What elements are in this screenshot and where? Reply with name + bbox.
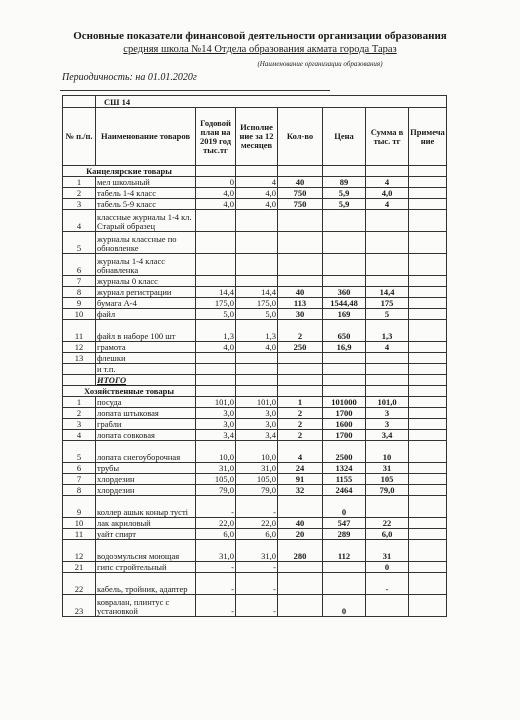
- table-cell: 1324: [323, 463, 366, 474]
- table-cell: табель 1-4 класс: [96, 188, 196, 199]
- table-cell: -: [236, 573, 278, 595]
- table-cell: 0: [196, 177, 236, 188]
- table-cell: 3,0: [196, 408, 236, 419]
- table-cell: 1: [278, 397, 323, 408]
- finance-table: [62, 95, 447, 617]
- table-cell: 16,9: [323, 342, 366, 353]
- table-cell: -: [366, 573, 409, 595]
- table-cell: [409, 342, 447, 353]
- table-cell: коллер ашык коныр тусті: [96, 496, 196, 518]
- table-cell: 3,0: [236, 419, 278, 430]
- table-row: [63, 419, 447, 430]
- table-cell: [409, 463, 447, 474]
- table-cell: 5: [366, 309, 409, 320]
- table-cell: [409, 276, 447, 287]
- table-cell: 547: [323, 518, 366, 529]
- table-cell: лопата штыковая: [96, 408, 196, 419]
- table-cell: 169: [323, 309, 366, 320]
- table-cell: 30: [278, 309, 323, 320]
- table-cell: 4: [366, 177, 409, 188]
- table-cell: 13: [63, 353, 96, 364]
- table-cell: [409, 529, 447, 540]
- table-cell: [323, 562, 366, 573]
- table-cell: 10: [63, 518, 96, 529]
- table-cell: 31: [366, 540, 409, 562]
- table-row: [63, 397, 447, 408]
- table-cell: файл в наборе 100 шт: [96, 320, 196, 342]
- table-cell: 175,0: [196, 298, 236, 309]
- table-cell: 289: [323, 529, 366, 540]
- table-cell: 101000: [323, 397, 366, 408]
- table-cell: хлордезин: [96, 474, 196, 485]
- table-cell: [366, 353, 409, 364]
- table-cell: 3,0: [196, 419, 236, 430]
- table-cell: 11: [63, 320, 96, 342]
- table-cell: [366, 254, 409, 276]
- table-cell: 23: [63, 595, 96, 617]
- table-cell: 3: [63, 199, 96, 210]
- table-cell: 250: [278, 342, 323, 353]
- table-cell: 9: [63, 298, 96, 309]
- table-cell: -: [236, 496, 278, 518]
- table-cell: 4,0: [236, 188, 278, 199]
- table-cell: 89: [323, 177, 366, 188]
- table-cell: [409, 441, 447, 463]
- table-cell: [196, 364, 236, 375]
- table-cell: 175,0: [236, 298, 278, 309]
- table-cell: [196, 232, 236, 254]
- table-cell: 1700: [323, 430, 366, 441]
- table-row: [63, 540, 447, 562]
- table-cell: журналы 0 класс: [96, 276, 196, 287]
- total-row: [63, 375, 447, 386]
- table-cell: 0: [366, 562, 409, 573]
- table-cell: [409, 232, 447, 254]
- table-cell: [409, 518, 447, 529]
- table-cell: 11: [63, 529, 96, 540]
- table-cell: классные журналы 1-4 кл. Старый образец: [96, 210, 196, 232]
- table-cell: [409, 540, 447, 562]
- section-title: Хозяйственные товары: [63, 386, 196, 397]
- table-row: [63, 188, 447, 199]
- table-cell: 2: [278, 408, 323, 419]
- table-cell: 31,0: [236, 463, 278, 474]
- table-cell: [366, 595, 409, 617]
- table-row: [63, 342, 447, 353]
- table-cell: гипс стройтельный: [96, 562, 196, 573]
- table-cell: 22: [366, 518, 409, 529]
- table-cell: 750: [278, 199, 323, 210]
- table-cell: 750: [278, 188, 323, 199]
- section-row: [63, 166, 447, 177]
- table-cell: мел школьный: [96, 177, 196, 188]
- table-cell: 4,0: [236, 342, 278, 353]
- table-cell: лопата совковая: [96, 430, 196, 441]
- table-cell: 14,4: [196, 287, 236, 298]
- table-cell: флешки: [96, 353, 196, 364]
- table-cell: 101,0: [236, 397, 278, 408]
- table-cell: 6,0: [366, 529, 409, 540]
- table-row: [63, 232, 447, 254]
- table-cell: [409, 485, 447, 496]
- col-price: Цена: [323, 108, 366, 166]
- table-cell: 1,3: [366, 320, 409, 342]
- table-row: [63, 254, 447, 276]
- table-cell: 105,0: [236, 474, 278, 485]
- table-cell: [323, 364, 366, 375]
- table-cell: 1,3: [236, 320, 278, 342]
- table-cell: 7: [63, 276, 96, 287]
- table-cell: 4,0: [196, 199, 236, 210]
- table-cell: 8: [63, 287, 96, 298]
- table-cell: 4: [236, 177, 278, 188]
- table-cell: 1: [63, 177, 96, 188]
- table-cell: 40: [278, 287, 323, 298]
- table-cell: 21: [63, 562, 96, 573]
- table-cell: [196, 210, 236, 232]
- table-cell: [236, 276, 278, 287]
- table-cell: 112: [323, 540, 366, 562]
- table-cell: 79,0: [236, 485, 278, 496]
- table-cell: 5,9: [323, 199, 366, 210]
- table-cell: [409, 364, 447, 375]
- table-cell: [278, 210, 323, 232]
- table-cell: водоэмульсия моющая: [96, 540, 196, 562]
- table-row: [63, 276, 447, 287]
- table-cell: 7: [63, 474, 96, 485]
- table-cell: 6,0: [236, 529, 278, 540]
- table-row: [63, 309, 447, 320]
- table-cell: [409, 353, 447, 364]
- table-cell: [236, 210, 278, 232]
- table-cell: и т.п.: [96, 364, 196, 375]
- table-cell: 3,4: [366, 430, 409, 441]
- table-cell: 6,0: [196, 529, 236, 540]
- table-row: [63, 496, 447, 518]
- table-cell: -: [196, 496, 236, 518]
- table-cell: [236, 232, 278, 254]
- table-cell: [236, 353, 278, 364]
- table-cell: уайт спирт: [96, 529, 196, 540]
- table-cell: ковралан, плинтус с установкой: [96, 595, 196, 617]
- table-cell: 12: [63, 342, 96, 353]
- table-cell: 31: [366, 463, 409, 474]
- table-cell: [278, 254, 323, 276]
- table-row: [63, 320, 447, 342]
- table-cell: [196, 353, 236, 364]
- table-cell: 0: [323, 496, 366, 518]
- table-cell: 4,0: [366, 188, 409, 199]
- table-cell: 5: [63, 441, 96, 463]
- table-cell: 3: [366, 419, 409, 430]
- table-cell: [196, 254, 236, 276]
- table-row: [63, 408, 447, 419]
- period-label: Периодичность:: [62, 72, 133, 83]
- table-body: [63, 96, 447, 617]
- table-cell: [409, 177, 447, 188]
- empty-cell: [63, 375, 96, 386]
- table-cell: 40: [278, 518, 323, 529]
- table-cell: 4,0: [196, 188, 236, 199]
- table-cell: 2: [63, 408, 96, 419]
- table-cell: 10,0: [196, 441, 236, 463]
- table-cell: [323, 210, 366, 232]
- table-cell: [278, 562, 323, 573]
- total-label: ИТОГО: [96, 375, 196, 386]
- table-row: [63, 364, 447, 375]
- table-cell: [366, 276, 409, 287]
- table-cell: [409, 419, 447, 430]
- table-cell: 3: [366, 408, 409, 419]
- table-cell: 5,0: [236, 309, 278, 320]
- table-cell: [278, 595, 323, 617]
- table-cell: лопата снегоуборочная: [96, 441, 196, 463]
- table-row: [63, 177, 447, 188]
- table-cell: 4,0: [236, 199, 278, 210]
- table-cell: файл: [96, 309, 196, 320]
- table-cell: 12: [63, 540, 96, 562]
- table-cell: [366, 364, 409, 375]
- table-cell: [409, 430, 447, 441]
- empty-cell: [63, 96, 96, 108]
- table-cell: 14,4: [236, 287, 278, 298]
- table-cell: журналы 1-4 класс обнавленка: [96, 254, 196, 276]
- table-cell: 4: [63, 210, 96, 232]
- table-cell: [409, 474, 447, 485]
- table-cell: журналы классные по обновленке: [96, 232, 196, 254]
- table-cell: [409, 199, 447, 210]
- table-cell: 2: [278, 320, 323, 342]
- table-cell: 105: [366, 474, 409, 485]
- table-cell: 6: [63, 463, 96, 474]
- col-name: Наименование товаров: [96, 108, 196, 166]
- table-cell: [323, 353, 366, 364]
- table-row: [63, 463, 447, 474]
- table-cell: [409, 595, 447, 617]
- table-row: [63, 199, 447, 210]
- organization-name: [0, 44, 520, 55]
- table-cell: [409, 320, 447, 342]
- table-cell: посуда: [96, 397, 196, 408]
- section-row: [63, 386, 447, 397]
- table-cell: [409, 496, 447, 518]
- section-title: Канцелярские товары: [63, 166, 196, 177]
- table-cell: [196, 276, 236, 287]
- table-cell: табель 5-9 класс: [96, 199, 196, 210]
- table-cell: 4: [366, 199, 409, 210]
- table-cell: 101,0: [196, 397, 236, 408]
- col-plan: Годовой план на 2019 год тыс.тг: [196, 108, 236, 166]
- table-cell: 3,4: [236, 430, 278, 441]
- table-cell: [278, 364, 323, 375]
- table-cell: 6: [63, 254, 96, 276]
- table-cell: 5,0: [196, 309, 236, 320]
- table-cell: [278, 276, 323, 287]
- table-cell: [409, 287, 447, 298]
- table-cell: 360: [323, 287, 366, 298]
- table-cell: хлордезин: [96, 485, 196, 496]
- table-cell: [409, 254, 447, 276]
- table-row: [63, 298, 447, 309]
- table-cell: 10: [63, 309, 96, 320]
- col-execution: Исполне ние за 12 месяцев: [236, 108, 278, 166]
- table-cell: 4: [63, 430, 96, 441]
- table-cell: [366, 210, 409, 232]
- table-cell: грабли: [96, 419, 196, 430]
- col-qty: Кол-во: [278, 108, 323, 166]
- table-cell: 31,0: [196, 540, 236, 562]
- table-row: [63, 529, 447, 540]
- table-cell: [278, 573, 323, 595]
- table-cell: 2: [278, 419, 323, 430]
- col-note: Примеча ние: [409, 108, 447, 166]
- header-row: [63, 108, 447, 166]
- table-cell: 113: [278, 298, 323, 309]
- table-cell: 79,0: [366, 485, 409, 496]
- table-cell: 24: [278, 463, 323, 474]
- table-cell: 3: [63, 419, 96, 430]
- school-row: [63, 96, 447, 108]
- table-row: [63, 518, 447, 529]
- table-cell: [323, 573, 366, 595]
- table-cell: [278, 353, 323, 364]
- table-cell: 22,0: [236, 518, 278, 529]
- table-cell: 40: [278, 177, 323, 188]
- table-cell: [409, 408, 447, 419]
- table-row: [63, 210, 447, 232]
- table-cell: 650: [323, 320, 366, 342]
- table-cell: -: [196, 562, 236, 573]
- organization-name-text: средняя школа №14 Отдела образования акмата города Тараз: [123, 44, 397, 55]
- table-cell: 4: [366, 342, 409, 353]
- table-row: [63, 595, 447, 617]
- table-cell: 2: [63, 188, 96, 199]
- divider: [60, 90, 330, 91]
- table-cell: [409, 309, 447, 320]
- col-number: № п./п.: [63, 108, 96, 166]
- table-cell: [236, 254, 278, 276]
- table-cell: [409, 397, 447, 408]
- table-cell: [366, 232, 409, 254]
- table-cell: [409, 188, 447, 199]
- table-cell: 20: [278, 529, 323, 540]
- table-cell: 5: [63, 232, 96, 254]
- table-cell: [409, 298, 447, 309]
- table-cell: бумага А-4: [96, 298, 196, 309]
- table-cell: 3,0: [236, 408, 278, 419]
- table-cell: [236, 364, 278, 375]
- school-name: СШ 14: [96, 96, 447, 108]
- table-cell: [409, 210, 447, 232]
- table-cell: 22: [63, 573, 96, 595]
- table-cell: 1544,48: [323, 298, 366, 309]
- table-cell: [63, 364, 96, 375]
- table-cell: 3,4: [196, 430, 236, 441]
- table-row: [63, 441, 447, 463]
- table-row: [63, 474, 447, 485]
- table-cell: 1700: [323, 408, 366, 419]
- table-cell: [409, 573, 447, 595]
- table-cell: [409, 562, 447, 573]
- table-row: [63, 562, 447, 573]
- table-cell: журнал регистрации: [96, 287, 196, 298]
- table-cell: 79,0: [196, 485, 236, 496]
- table-cell: [323, 254, 366, 276]
- table-cell: 5,9: [323, 188, 366, 199]
- period-line: [62, 72, 197, 83]
- table-cell: 10,0: [236, 441, 278, 463]
- table-cell: [323, 232, 366, 254]
- table-cell: 31,0: [236, 540, 278, 562]
- table-cell: 1,3: [196, 320, 236, 342]
- table-cell: 8: [63, 485, 96, 496]
- table-cell: лак акриловый: [96, 518, 196, 529]
- table-cell: [323, 276, 366, 287]
- table-cell: 1: [63, 397, 96, 408]
- table-row: [63, 430, 447, 441]
- table-cell: -: [236, 562, 278, 573]
- table-cell: 91: [278, 474, 323, 485]
- table-cell: 2: [278, 430, 323, 441]
- table-cell: 10: [366, 441, 409, 463]
- table-row: [63, 573, 447, 595]
- table-cell: 9: [63, 496, 96, 518]
- col-sum: Сумма в тыс. тг: [366, 108, 409, 166]
- table-row: [63, 353, 447, 364]
- table-cell: -: [196, 573, 236, 595]
- organization-caption: (Наименование организации образования): [257, 60, 383, 68]
- table-cell: 175: [366, 298, 409, 309]
- table-cell: трубы: [96, 463, 196, 474]
- table-cell: 14,4: [366, 287, 409, 298]
- table-cell: 31,0: [196, 463, 236, 474]
- period-value: на 01.01.2020г: [135, 72, 197, 83]
- table-cell: 105,0: [196, 474, 236, 485]
- table-cell: 1600: [323, 419, 366, 430]
- table-cell: 32: [278, 485, 323, 496]
- table-cell: 280: [278, 540, 323, 562]
- table-cell: -: [236, 595, 278, 617]
- table-cell: 1155: [323, 474, 366, 485]
- table-cell: 22,0: [196, 518, 236, 529]
- table-row: [63, 287, 447, 298]
- table-cell: кабель, тройник, адаптер: [96, 573, 196, 595]
- table-row: [63, 485, 447, 496]
- table-cell: [366, 496, 409, 518]
- document-title: Основные показатели финансовой деятельности организации образования: [73, 30, 447, 42]
- table-cell: грамота: [96, 342, 196, 353]
- table-cell: 2500: [323, 441, 366, 463]
- table-cell: 0: [323, 595, 366, 617]
- table-cell: [278, 232, 323, 254]
- table-cell: [278, 496, 323, 518]
- table-cell: 4: [278, 441, 323, 463]
- table-cell: 101,0: [366, 397, 409, 408]
- table-cell: 4,0: [196, 342, 236, 353]
- table-cell: -: [196, 595, 236, 617]
- table-cell: 2464: [323, 485, 366, 496]
